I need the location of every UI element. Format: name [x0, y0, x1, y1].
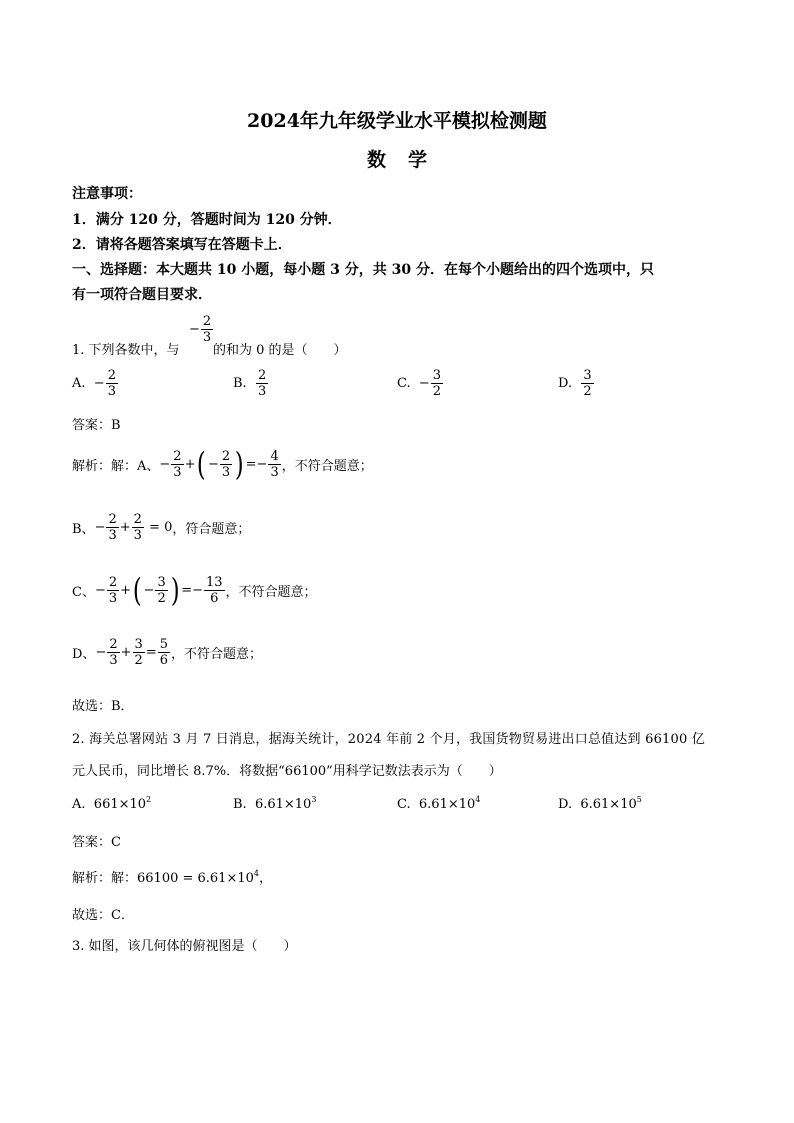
q1-option-a: A. − $\frac{2}{3}$ [72, 368, 116, 399]
q2-conclusion: 故选：C． [72, 908, 134, 923]
q2-option-a: A. $661\times 10^2$ [72, 795, 152, 812]
q1-option-c: C. − $\frac{3}{2}$ [397, 368, 442, 399]
q1-option-b: B. $\frac{2}{3}$ [233, 368, 267, 399]
q2-answer: 答案：C [72, 835, 121, 850]
q1-conclusion: 故选：B． [72, 699, 134, 714]
q2-option-c: C. $6.61\times 10^4$ [397, 795, 481, 812]
note-item: 1．满分 120 分，答题时间为 120 分钟． [72, 212, 342, 228]
section-heading-line2: 有一项符合题目要求． [72, 287, 212, 303]
q1-stem-pre: 1. 下列各数中，与 [72, 343, 180, 358]
q2-analysis: 解析：解：$66100 = 6.61\times 10^4$， [72, 869, 273, 886]
q1-analysis-c: C、 − $\frac{2}{3}$ + ( − $\frac{3}{2}$ ) =− $\frac{13}{6}$ ，不符合题意； [72, 571, 317, 609]
q1-stem-fraction: − $\frac{2}{3}$ [189, 314, 212, 345]
q1-analysis-d: D、 − $\frac{2}{3}$ + $\frac{3}{2}$ = $\frac{5}{6}$ ，不符合题意； [72, 637, 263, 668]
q2-option-d: D. $6.61\times 10^5$ [558, 795, 642, 812]
q2-option-b: B. $6.61\times 10^3$ [233, 795, 317, 812]
q2-stem-line1: 2. 海关总署网站 3 月 7 日消息，据海关统计，2024 年前 2 个月，我国货物贸易进出口总值达到 66100 亿 [72, 732, 705, 747]
q1-answer: 答案：B [72, 418, 121, 433]
q1-option-d: D. $\frac{3}{2}$ [558, 368, 592, 399]
q1-analysis-b: B、 − $\frac{2}{3}$ + $\frac{2}{3}$ = 0 ，符合题意； [72, 512, 251, 543]
exam-subject: 数学 [366, 149, 449, 171]
q1-stem-post: 的和为 0 的是（ ） [213, 343, 347, 358]
q3-stem: 3. 如图，该几何体的俯视图是（ ） [72, 939, 297, 954]
q2-stem-line2: 元人民币，同比增长 8.7%．将数据“66100”用科学记数法表示为（ ） [72, 764, 502, 779]
section-heading-line1: 一、选择题：本大题共 10 小题，每小题 3 分，共 30 分．在每个小题给出的四个选项中，只 [72, 262, 654, 278]
notes-heading: 注意事项： [72, 186, 142, 202]
exam-title: 2024年九年级学业水平模拟检测题 [247, 110, 547, 132]
q1-analysis-a: 解析：解：A、 − $\frac{2}{3}$ + ( − $\frac{2}{3}$ ) =− $\frac{4}{3}$ ，不符合题意； [72, 445, 373, 483]
note-item: 2．请将各题答案填写在答题卡上． [72, 237, 292, 253]
